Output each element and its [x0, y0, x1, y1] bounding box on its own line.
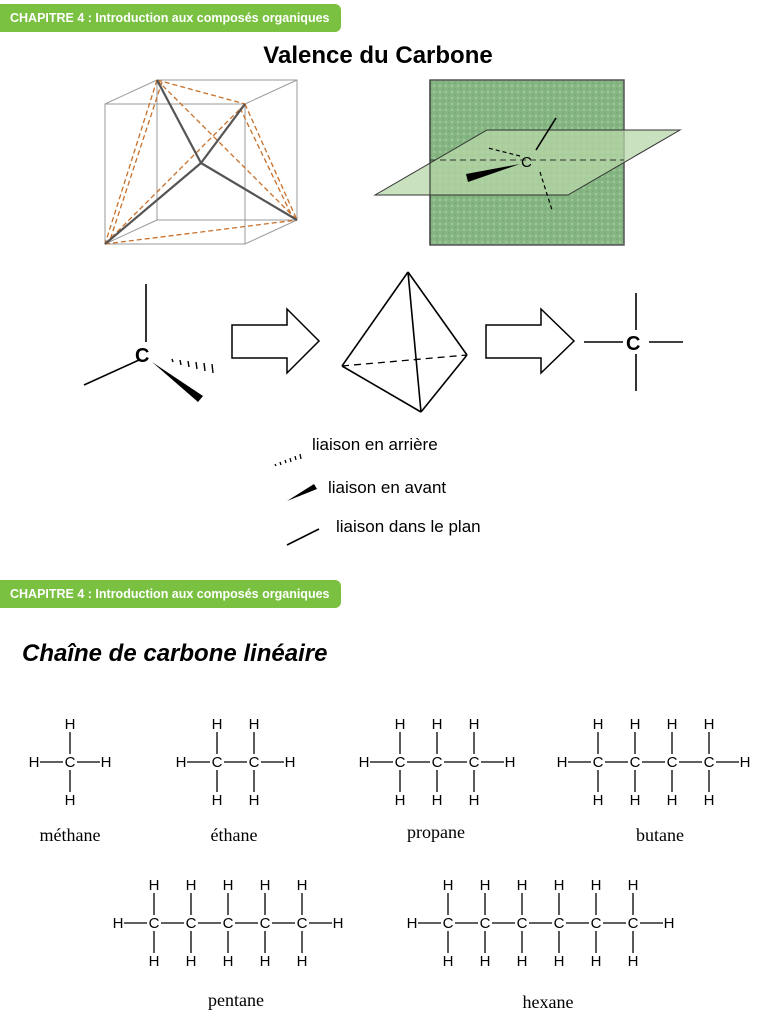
carbon-atom: C [211, 754, 223, 771]
carbon-atom-flat: C [626, 333, 641, 355]
molecule-name-4: butane [636, 825, 684, 845]
carbon-atom: C [248, 754, 260, 771]
molecule-name-3: propane [407, 822, 465, 842]
molecule-name-1: méthane [39, 825, 101, 845]
carbon-atom: C [64, 754, 76, 771]
carbon-atom: C [627, 915, 639, 932]
hydrogen-atom: H [64, 792, 76, 809]
hydrogen-atom: H [468, 792, 480, 809]
hydrogen-atom: H [175, 754, 187, 771]
hydrogen-atom: H [666, 792, 678, 809]
hydrogen-atom: H [248, 792, 260, 809]
carbon-atom: C [629, 754, 641, 771]
hydrogen-atom: H [358, 754, 370, 771]
hydrogen-atom: H [259, 877, 271, 894]
carbon-atom-plane: C [521, 154, 532, 171]
molecule-name-2: éthane [210, 825, 258, 845]
carbon-atom-wedge: C [135, 345, 150, 367]
hydrogen-atom: H [516, 953, 528, 970]
hydrogen-atom: H [590, 953, 602, 970]
hydrogen-atom: H [222, 877, 234, 894]
valence-title: Valence du Carbone [263, 42, 493, 69]
hydrogen-atom: H [394, 716, 406, 733]
chain-title: Chaîne de carbone linéaire [22, 640, 328, 667]
hydrogen-atom: H [468, 716, 480, 733]
hydrogen-atom: H [64, 716, 76, 733]
hydrogen-atom: H [629, 792, 641, 809]
hydrogen-atom: H [442, 953, 454, 970]
hydrogen-atom: H [629, 716, 641, 733]
carbon-atom: C [666, 754, 678, 771]
hydrogen-atom: H [479, 877, 491, 894]
hydrogen-atom: H [259, 953, 271, 970]
hydrogen-atom: H [112, 915, 124, 932]
hydrogen-atom: H [553, 953, 565, 970]
hydrogen-atom: H [666, 716, 678, 733]
hydrogen-atom: H [28, 754, 40, 771]
chapter-badge-top: CHAPITRE 4 : Introduction aux composés organiques [0, 4, 341, 32]
hydrogen-atom: H [148, 953, 160, 970]
hydrogen-atom: H [431, 792, 443, 809]
hydrogen-atom: H [394, 792, 406, 809]
hydrogen-atom: H [627, 953, 639, 970]
hydrogen-atom: H [248, 716, 260, 733]
carbon-atom: C [259, 915, 271, 932]
hydrogen-atom: H [406, 915, 418, 932]
molecule-name-6: hexane [522, 992, 574, 1012]
molecule-name-5: pentane [208, 990, 264, 1010]
hydrogen-atom: H [185, 953, 197, 970]
hydrogen-atom: H [590, 877, 602, 894]
hydrogen-atom: H [442, 877, 454, 894]
legend-plane-label: liaison dans le plan [336, 517, 481, 536]
chapter-badge-bottom: CHAPITRE 4 : Introduction aux composés organiques [0, 580, 341, 608]
carbon-atom: C [394, 754, 406, 771]
legend-back-label: liaison en arrière [312, 435, 438, 454]
hydrogen-atom: H [516, 877, 528, 894]
hydrogen-atom: H [663, 915, 675, 932]
hydrogen-atom: H [479, 953, 491, 970]
carbon-atom: C [431, 754, 443, 771]
carbon-atom: C [516, 915, 528, 932]
carbon-atom: C [222, 915, 234, 932]
hydrogen-atom: H [211, 716, 223, 733]
carbon-atom: C [590, 915, 602, 932]
legend-front-label: liaison en avant [328, 478, 447, 497]
carbon-atom: C [468, 754, 480, 771]
carbon-atom: C [148, 915, 160, 932]
hydrogen-atom: H [332, 915, 344, 932]
hydrogen-atom: H [504, 754, 516, 771]
hydrogen-atom: H [284, 754, 296, 771]
hydrogen-atom: H [556, 754, 568, 771]
hydrogen-atom: H [592, 792, 604, 809]
hydrogen-atom: H [296, 877, 308, 894]
hydrogen-atom: H [222, 953, 234, 970]
carbon-atom: C [479, 915, 491, 932]
hydrogen-atom: H [148, 877, 160, 894]
hydrogen-atom: H [431, 716, 443, 733]
hydrogen-atom: H [739, 754, 751, 771]
hydrogen-atom: H [553, 877, 565, 894]
carbon-atom: C [296, 915, 308, 932]
hydrogen-atom: H [703, 792, 715, 809]
hydrogen-atom: H [296, 953, 308, 970]
hydrogen-atom: H [592, 716, 604, 733]
hydrogen-atom: H [185, 877, 197, 894]
hydrogen-atom: H [703, 716, 715, 733]
carbon-atom: C [442, 915, 454, 932]
carbon-atom: C [592, 754, 604, 771]
carbon-atom: C [553, 915, 565, 932]
hydrogen-atom: H [627, 877, 639, 894]
hydrogen-atom: H [100, 754, 112, 771]
hydrogen-atom: H [211, 792, 223, 809]
carbon-atom: C [185, 915, 197, 932]
carbon-atom: C [703, 754, 715, 771]
